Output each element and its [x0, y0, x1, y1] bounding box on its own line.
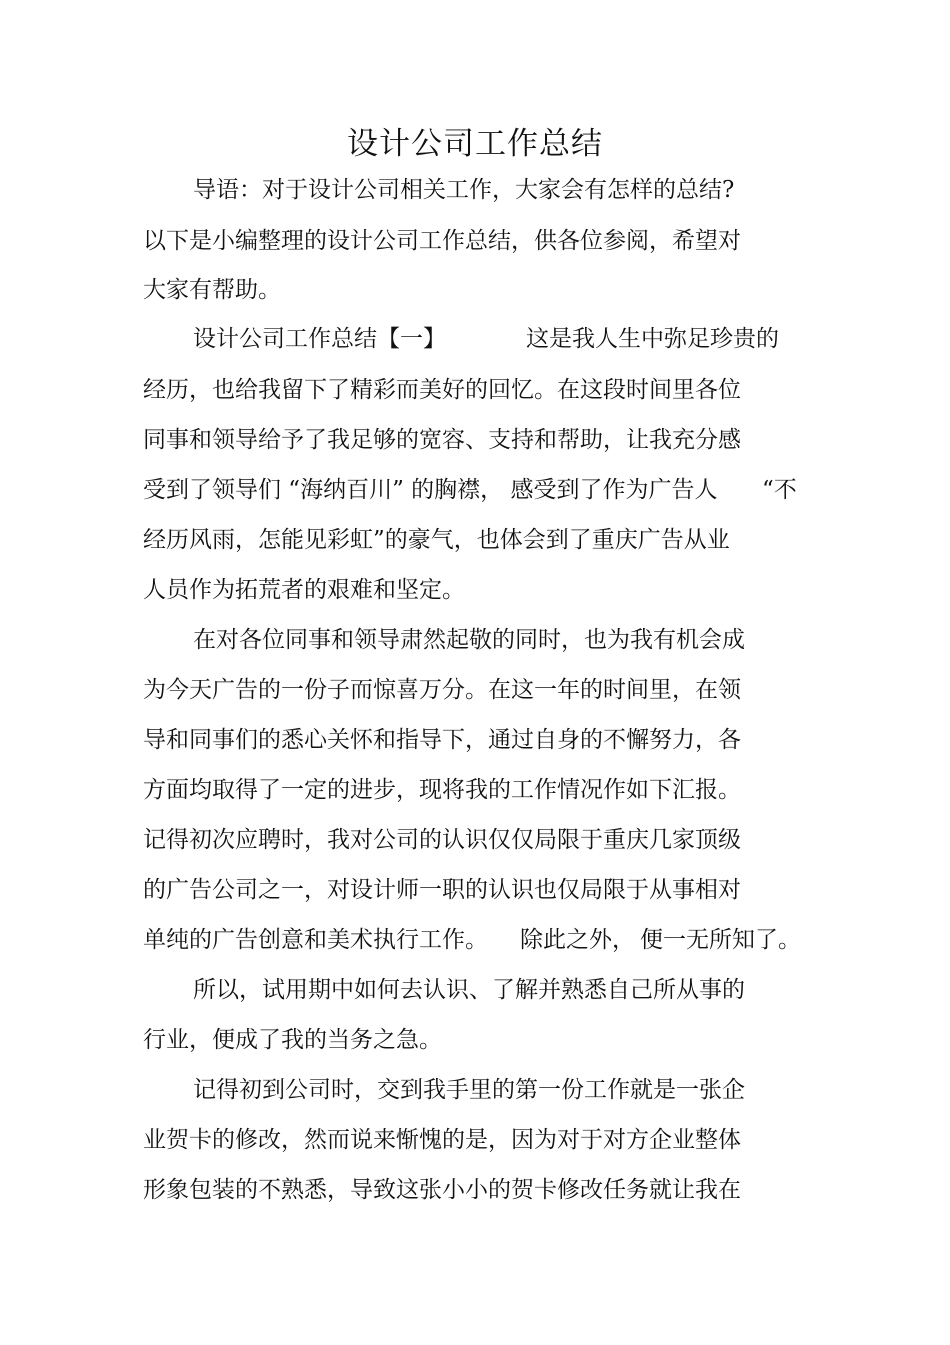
paragraph-line: 以下是小编整理的设计公司工作总结，供各位参阅，希望对 — [143, 228, 741, 254]
paragraph-line: 在对各位同事和领导肃然起敬的同时，也为我有机会成 — [193, 627, 745, 653]
paragraph-line: 的广告公司之一，对设计师一职的认识也仅局限于从事相对 — [143, 877, 741, 903]
paragraph-line: 受到了领导们 “海纳百川” 的胸襟， 感受到了作为广告人 — [143, 477, 718, 503]
section-heading: 设计公司工作总结【一】 — [193, 326, 446, 352]
paragraph-line: 所以，试用期中如何去认识、了解并熟悉自己所从事的 — [193, 977, 745, 1003]
paragraph-line: 导语：对于设计公司相关工作，大家会有怎样的总结? — [193, 177, 735, 203]
paragraph-line: 便一无所知了。 — [640, 927, 801, 953]
paragraph-line: 同事和领导给予了我足够的宽容、支持和帮助，让我充分感 — [143, 427, 741, 453]
paragraph-line: 这是我人生中弥足珍贵的 — [526, 326, 779, 352]
document-title: 设计公司工作总结 — [347, 126, 603, 162]
paragraph-line: 除此之外， — [520, 927, 635, 953]
paragraph-line: 人员作为拓荒者的艰难和坚定。 — [143, 577, 465, 603]
paragraph-line: 大家有帮助。 — [143, 277, 281, 303]
paragraph-line: 记得初到公司时，交到我手里的第一份工作就是一张企 — [193, 1077, 745, 1103]
paragraph-line: 经历，也给我留下了精彩而美好的回忆。在这段时间里各位 — [143, 377, 741, 403]
paragraph-line: 单纯的广告创意和美术执行工作。 — [143, 927, 488, 953]
paragraph-line: 记得初次应聘时，我对公司的认识仅仅局限于重庆几家顶级 — [143, 827, 741, 853]
paragraph-line: 业贺卡的修改，然而说来惭愧的是，因为对于对方企业整体 — [143, 1127, 741, 1153]
paragraph-line: 导和同事们的悉心关怀和指导下，通过自身的不懈努力，各 — [143, 727, 741, 753]
paragraph-line: “不 — [762, 477, 797, 503]
paragraph-line: 行业，便成了我的当务之急。 — [143, 1027, 442, 1053]
paragraph-line: 为今天广告的一份子而惊喜万分。在这一年的时间里，在领 — [143, 677, 741, 703]
paragraph-line: 形象包装的不熟悉，导致这张小小的贺卡修改任务就让我在 — [143, 1177, 741, 1203]
paragraph-line: 方面均取得了一定的进步，现将我的工作情况作如下汇报。 — [143, 777, 741, 803]
paragraph-line: 经历风雨，怎能见彩虹”的豪气，也体会到了重庆广告从业 — [143, 527, 730, 553]
